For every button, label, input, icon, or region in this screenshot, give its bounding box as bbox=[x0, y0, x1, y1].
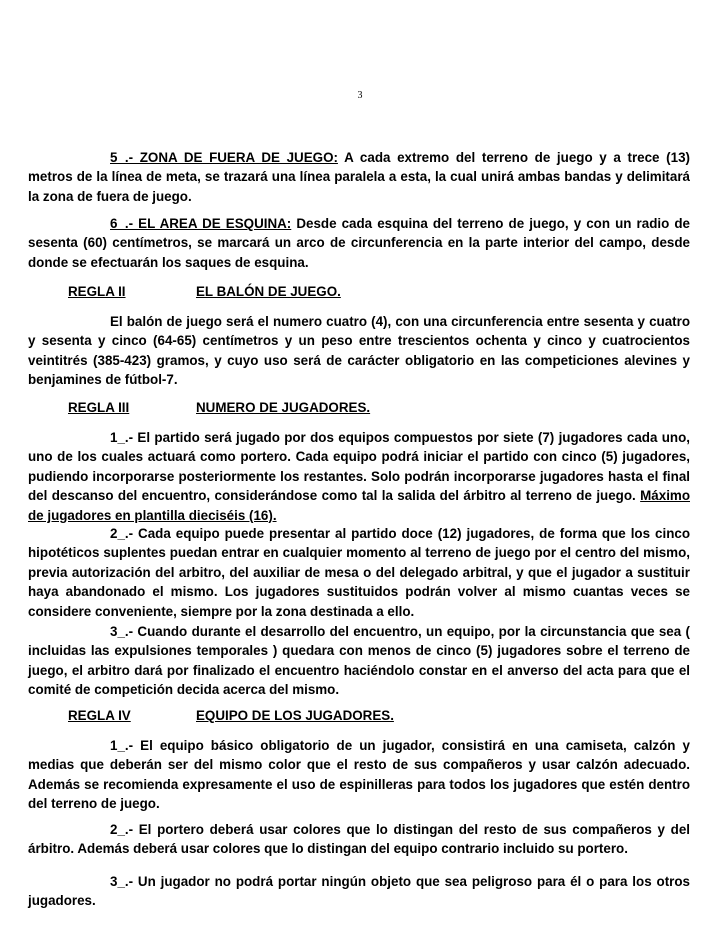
rule-3-paragraph-1-text: 1_.- El partido será jugado por dos equipos compuestos por siete (7) jugadores cada uno, uno de los cuales actuará como portero. Cada equipo podrá iniciar el partido con cinco (5) jugadores, pudiendo incorporarse posteriormente los restantes. Solo podrán incorporarse jugadores hasta el final del descanso del encuentro, considerándose como tal la salida del árbitro al terreno de juego. bbox=[28, 430, 690, 504]
rule-3-header bbox=[68, 398, 688, 418]
rule-3-paragraph-2: 2_.- Cada equipo puede presentar al partido doce (12) jugadores, de forma que los cinco hipotéticos suplentes puedan entrar en cualquier momento al terreno de juego por el centro del mismo, previa autorización del arbitro, del auxiliar de mesa o del delegado arbitral, y que el jugador a sustituir haya abandonado el mismo. Los jugadores sustituidos podrán volver al mismo cuantas veces se considere conveniente, siempre por la zona destinada a ello. bbox=[28, 526, 690, 619]
rule-4-header bbox=[68, 706, 688, 726]
section-5-paragraph bbox=[28, 148, 690, 206]
rule-4-title: EQUIPO DE LOS JUGADORES. bbox=[196, 708, 394, 723]
section-5-heading: 5_.- ZONA DE FUERA DE JUEGO: bbox=[110, 150, 338, 165]
rule-4-paragraph-1: 1_.- El equipo básico obligatorio de un jugador, consistirá en una camiseta, calzón y medias que deberán ser del mismo color que el resto de sus compañeros y usar calzón adecuado. Además se recomienda expresamente el uso de espinilleras para todos los jugadores que estén dentro del terreno de juego. bbox=[28, 738, 690, 812]
rule-2-title: EL BALÓN DE JUEGO. bbox=[196, 284, 341, 299]
rule-3-max-players-note: Máximo de jugadores en plantilla dieciséis (16). bbox=[28, 488, 690, 523]
section-6-paragraph bbox=[28, 214, 690, 272]
rule-3-number: REGLA III bbox=[68, 400, 130, 415]
rule-2-paragraph-1: El balón de juego será el numero cuatro (4), con una circunferencia entre sesenta y cuatro y sesenta y cinco (64-65) centímetros y un peso entre trescientos ochenta y cinco y cuatrocientos veintitrés (385-423) gramos, y cuyo uso será de carácter obligatorio en las competiciones alevines y benjamines de fútbol-7. bbox=[28, 314, 690, 388]
rule-2-header bbox=[68, 282, 688, 302]
rule-3-paragraph-1 bbox=[28, 428, 690, 525]
rule-3-title: NUMERO DE JUGADORES. bbox=[196, 400, 371, 415]
rule-3-paragraph-3: 3_.- Cuando durante el desarrollo del encuentro, un equipo, por la circunstancia que sea ( incluidas las expulsiones temporales ) quedara con menos de cinco (5) jugadores sobre el terreno de juego, el arbitro dará por finalizado el encuentro haciéndolo constar en el anverso del acta para que el comité de competición decida acerca del mismo. bbox=[28, 624, 690, 698]
rule-4-paragraph-2: 2_.- El portero deberá usar colores que lo distingan del resto de sus compañeros y del árbitro. Además deberá usar colores que lo distingan del equipo contrario incluido su portero. bbox=[28, 822, 690, 857]
page-number: 3 bbox=[357, 90, 363, 101]
rule-4-number: REGLA IV bbox=[68, 708, 131, 723]
rule-2-number: REGLA II bbox=[68, 284, 126, 299]
section-6-heading: 6_.- EL AREA DE ESQUINA: bbox=[110, 216, 292, 231]
rule-4-paragraph-3: 3_.- Un jugador no podrá portar ningún objeto que sea peligroso para él o para los otros jugadores. bbox=[28, 874, 690, 909]
section-5-body: A cada extremo del terreno de juego y a trece (13) metros de la línea de meta, se trazará una línea paralela a esta, la cual unirá ambas bandas y delimitará la zona de fuera de juego. bbox=[28, 150, 690, 204]
section-6-body: Desde cada esquina del terreno de juego, y con un radio de sesenta (60) centímetros, se marcará un arco de circunferencia en la parte interior del campo, desde donde se efectuarán los saques de esquina. bbox=[28, 216, 690, 270]
